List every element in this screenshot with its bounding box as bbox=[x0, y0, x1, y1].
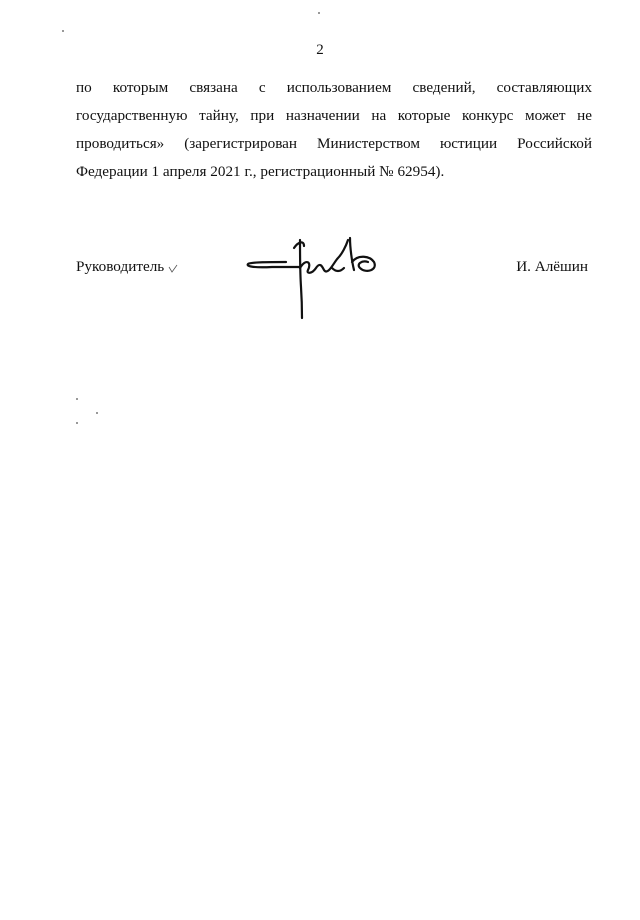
signatory-title: Руководитель bbox=[76, 258, 165, 275]
check-mark-icon bbox=[168, 264, 178, 274]
body-paragraph bbox=[76, 74, 592, 186]
scan-speck bbox=[62, 30, 64, 32]
handwritten-signature-icon bbox=[242, 232, 402, 322]
scan-speck bbox=[318, 12, 320, 14]
page-number: 2 bbox=[316, 42, 324, 58]
scan-speck bbox=[96, 412, 98, 414]
scan-speck bbox=[76, 422, 78, 424]
body-line-4: Федерации 1 апреля 2021 г., регистрационный № 62954). bbox=[76, 163, 445, 180]
body-line-1: по которым связана с использованием сведений, составляющих bbox=[76, 79, 592, 96]
body-line-3: проводиться» (зарегистрирован Министерством юстиции Российской bbox=[76, 135, 592, 152]
scan-speck bbox=[76, 398, 78, 400]
body-line-2: государственную тайну, при назначении на которые конкурс может не bbox=[76, 107, 592, 124]
signatory-name: И. Алёшин bbox=[516, 258, 588, 275]
